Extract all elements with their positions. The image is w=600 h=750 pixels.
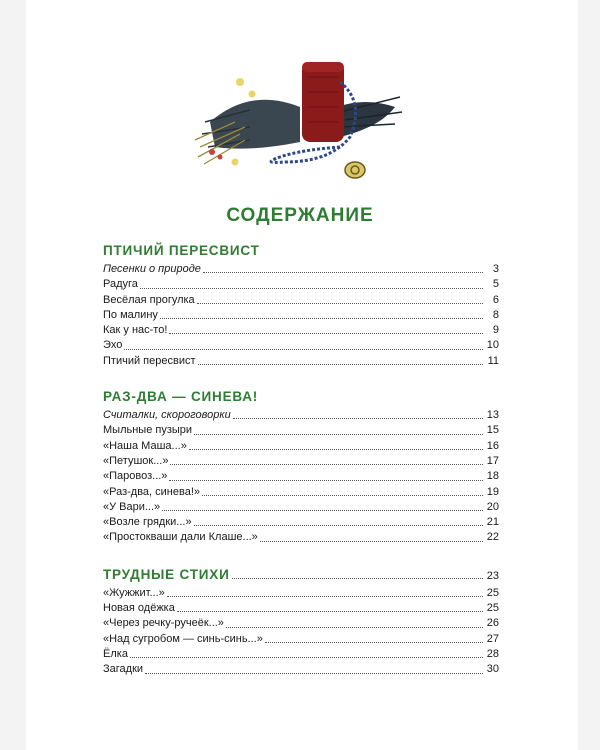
entry-page: 5 (492, 278, 499, 291)
leader-dots (170, 464, 483, 465)
entry-title: Радуга (103, 278, 138, 291)
dark-broom-left (210, 100, 300, 149)
leader-dots (160, 318, 483, 319)
leader-dots (260, 541, 483, 542)
entry-title: «Паровоз...» (103, 470, 168, 483)
berry-2 (218, 155, 223, 160)
entry-title: «Возле грядки...» (103, 516, 192, 529)
toc-section (103, 240, 499, 369)
toc-entry[interactable] (103, 293, 499, 308)
entry-page: 28 (486, 647, 499, 660)
entry-page: 19 (486, 485, 499, 498)
leader-dots (145, 673, 483, 674)
entry-title: Загадки (103, 663, 144, 676)
leader-dots (124, 349, 483, 350)
toc-section (103, 564, 499, 678)
pacifier (345, 162, 365, 178)
entry-page: 3 (492, 263, 499, 275)
entry-title: По малину (103, 308, 158, 321)
toc-entry[interactable] (103, 485, 499, 500)
toc-entry[interactable] (103, 632, 499, 647)
berry-1 (209, 149, 215, 155)
toc-entry[interactable] (103, 323, 499, 338)
entry-page: 30 (486, 663, 499, 676)
entry-page: 27 (486, 632, 499, 645)
leader-dots (226, 627, 483, 628)
flower-1 (236, 78, 244, 86)
leader-dots (169, 333, 483, 334)
entry-title: Птичий пересвист (103, 354, 196, 367)
toc-entry[interactable] (103, 439, 499, 454)
toc-entry[interactable] (103, 530, 499, 545)
leader-dots (203, 272, 483, 273)
jar-with-brooms-illustration (190, 52, 410, 192)
entry-title: «Над сугробом — синь-синь...» (103, 632, 263, 645)
toc-section-entry[interactable] (103, 564, 499, 586)
entry-title: «Петушок...» (103, 454, 169, 467)
page-margin-left (0, 0, 26, 750)
toc-entry[interactable] (103, 262, 499, 277)
section-heading: ПТИЧИЙ ПЕРЕСВИСТ (103, 243, 260, 258)
entry-title: «Через речку-ручеёк...» (103, 617, 224, 630)
leader-dots (177, 611, 483, 612)
entry-page: 21 (486, 516, 499, 529)
leader-dots (198, 364, 483, 365)
entry-page: 23 (486, 569, 499, 582)
leader-dots (265, 642, 483, 643)
section-spacer (103, 546, 499, 564)
entry-title: Мыльные пузыри (103, 424, 193, 437)
leader-dots (140, 288, 483, 289)
entry-page: 26 (486, 617, 499, 630)
leader-dots (202, 495, 483, 496)
entry-title: «У Вари...» (103, 500, 161, 513)
entry-title: Ёлка (103, 647, 128, 660)
toc-entry[interactable] (103, 338, 499, 353)
toc-entry[interactable] (103, 277, 499, 292)
entry-page: 13 (486, 409, 499, 422)
entry-title: «Простокваши дали Клаше...» (103, 531, 258, 544)
toc-entry[interactable] (103, 308, 499, 323)
leader-dots (130, 657, 483, 658)
toc-entry[interactable] (103, 515, 499, 530)
section-heading: ТРУДНЫЕ СТИХИ (103, 566, 230, 582)
entry-title: Новая одёжка (103, 602, 175, 615)
entry-page: 17 (486, 454, 499, 467)
entry-page: 25 (486, 586, 499, 599)
entry-title: Считалки, скороговорки (103, 409, 231, 422)
toc-section (103, 386, 499, 546)
toc-entry[interactable] (103, 647, 499, 662)
toc-entry[interactable] (103, 423, 499, 438)
table-of-contents (103, 240, 499, 678)
toc-entry[interactable] (103, 454, 499, 469)
page-title: СОДЕРЖАНИЕ (226, 205, 374, 226)
leader-dots (189, 449, 483, 450)
entry-title: Песенки о природе (103, 263, 201, 275)
jar-lid (302, 62, 344, 72)
leader-dots (233, 418, 483, 419)
leader-dots (194, 525, 483, 526)
leader-dots (162, 510, 483, 511)
section-heading: РАЗ-ДВА — СИНЕВА! (103, 389, 259, 405)
leader-dots (167, 596, 483, 597)
toc-entry[interactable] (103, 500, 499, 515)
entry-page: 6 (492, 293, 499, 306)
entry-page: 22 (486, 531, 499, 544)
toc-entry[interactable] (103, 469, 499, 484)
leader-dots (194, 434, 483, 435)
entry-page: 8 (492, 308, 499, 321)
flower-2 (249, 91, 256, 98)
entry-page: 10 (486, 339, 499, 352)
toc-entry[interactable] (103, 586, 499, 601)
leader-dots (197, 303, 483, 304)
entry-page: 15 (486, 424, 499, 437)
entry-title: «Наша Маша...» (103, 439, 187, 452)
entry-title: Весёлая прогулка (103, 293, 195, 306)
leader-dots (232, 578, 483, 579)
toc-entry[interactable] (103, 662, 499, 677)
section-spacer (103, 369, 499, 386)
toc-entry[interactable] (103, 408, 499, 423)
entry-page: 11 (487, 354, 499, 367)
flower-3 (232, 159, 239, 166)
entry-page: 16 (486, 439, 499, 452)
entry-title: Эхо (103, 339, 123, 352)
entry-page: 25 (486, 602, 499, 615)
page-margin-right (578, 0, 600, 750)
toc-entry[interactable] (103, 616, 499, 631)
leader-dots (169, 480, 483, 481)
red-jar (302, 62, 344, 142)
entry-title: «Жужжит...» (103, 586, 165, 599)
toc-entry[interactable] (103, 601, 499, 616)
entry-title: Как у нас-то! (103, 324, 168, 337)
entry-page: 9 (492, 324, 499, 337)
entry-page: 20 (486, 500, 499, 513)
entry-title: «Раз-два, синева!» (103, 485, 201, 498)
toc-entry[interactable] (103, 354, 499, 369)
entry-page: 18 (486, 470, 499, 483)
